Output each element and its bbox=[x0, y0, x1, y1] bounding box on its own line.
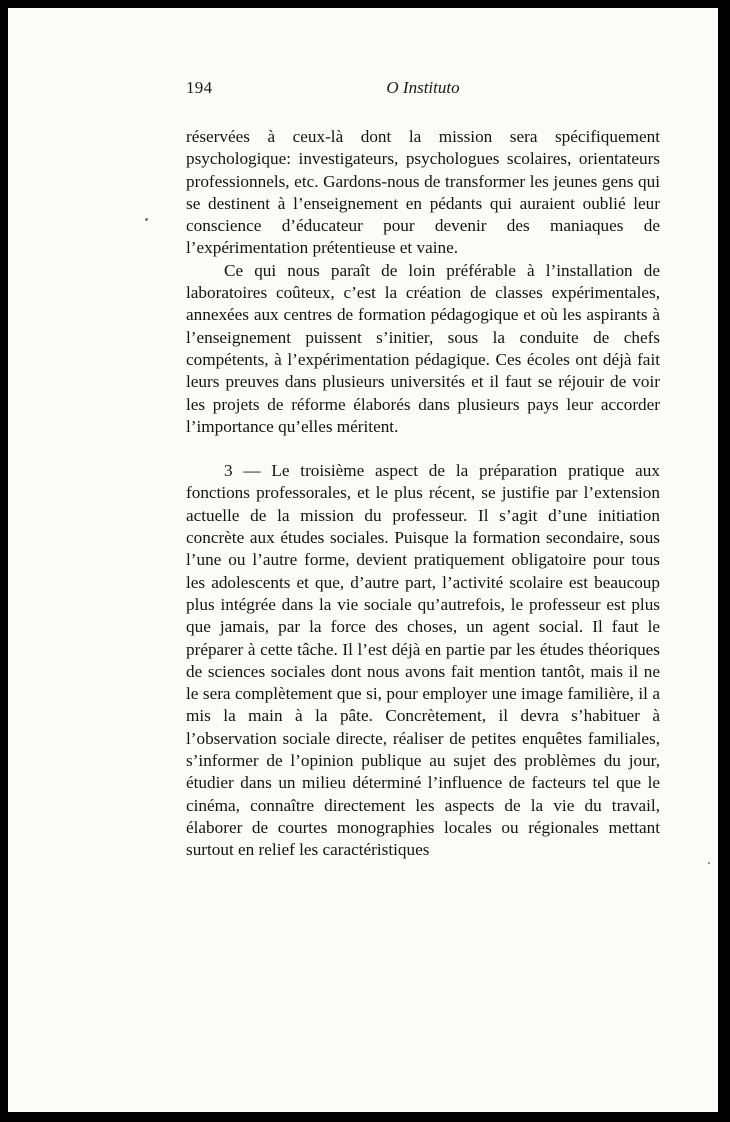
section-gap bbox=[186, 438, 660, 460]
body-text bbox=[186, 126, 660, 862]
page-number: 194 bbox=[186, 78, 213, 97]
scan-speck bbox=[708, 862, 710, 864]
paragraph: Ce qui nous paraît de loin préférable à l’installation de laboratoires coûteux, c’est la création de classes expérimentales, annexées aux centres de formation pédagogique et où les aspirants à l’enseignement puissent s’initier, sous la conduite de chefs compétents, à l’expérimentation pédagique. Ces écoles ont déjà fait leurs preuves dans plusieurs universités et il faut se réjouir de voir les projets de réforme élaborés dans plusieurs pays leur accorder l’importance qu’elles méritent. bbox=[186, 260, 660, 436]
scanned-page bbox=[8, 8, 718, 1112]
scan-speck bbox=[145, 218, 148, 221]
running-title: O Instituto bbox=[386, 78, 460, 97]
page-header bbox=[186, 78, 660, 102]
paragraph-section-3: 3 — Le troisième aspect de la préparation pratique aux fonctions professorales, et le plus récent, se justifie par l’extension actuelle de la mission du professeur. Il s’agit d’une initiation concrète aux études sociales. Puisque la formation secondaire, sous l’une ou l’autre forme, devient pratiquement obligatoire pour tous les adolescents et que, d’autre part, l’activité scolaire est beaucoup plus intégrée dans la vie sociale qu’autrefois, le professeur est plus que jamais, par la force des choses, un agent social. Il faut le préparer à cette tâche. Il l’est déjà en partie par les études théoriques de sciences sociales dont nous avons fait mention tantôt, mais il ne le sera complètement que si, pour employer une image familière, il a mis la main à la pâte. Concrètement, il devra s’habituer à l’observation sociale directe, réaliser de petites enquêtes familiales, s’informer de l’opinion publique au sujet des problèmes du jour, étudier dans un milieu déterminé l’influence de facteurs tel que le cinéma, connaître directement les aspects de la vie du travail, élaborer de courtes monographies locales ou régionales mettant surtout en relief les caractéristiques bbox=[186, 461, 660, 860]
paragraph-continued: réservées à ceux-là dont la mission sera spécifiquement psychologique: investigateurs, psychologues scolaires, orientateurs professionnels, etc. Gardons-nous de transformer les jeunes gens qui se destinent à l’enseignement en pédants qui auraient oublié leur conscience d’éducateur pour devenir des maniaques de l’expérimentation prétentieuse et vaine. bbox=[186, 127, 660, 258]
